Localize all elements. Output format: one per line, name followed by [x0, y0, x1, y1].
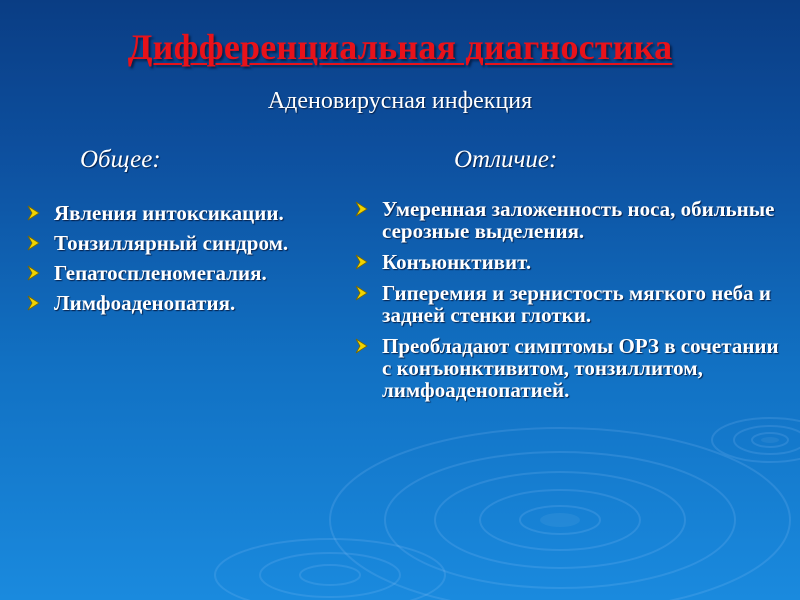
list-item-text: Лимфоаденопатия. [54, 291, 236, 315]
list-item-text: Гиперемия и зернистость мягкого неба и задней стенки глотки. [382, 281, 771, 327]
list-item [26, 232, 366, 254]
list-item-text: Гепатоспленомегалия. [54, 261, 267, 285]
list-item [354, 198, 784, 242]
list-item-text: Конъюнктивит. [382, 250, 532, 274]
list-item-text: Тонзиллярный синдром. [54, 231, 289, 255]
list-item [26, 292, 366, 314]
arrow-bullet-icon [354, 338, 369, 354]
list-item [26, 202, 366, 224]
list-item [354, 335, 784, 401]
list-item-text: Преобладают симптомы ОРЗ в сочетании с конъюнктивитом, тонзиллитом, лимфоаденопатией. [382, 334, 779, 402]
arrow-bullet-icon [26, 265, 41, 281]
list-item [26, 262, 366, 284]
arrow-bullet-icon [354, 254, 369, 270]
list-item [354, 251, 784, 273]
list-item-text: Явления интоксикации. [54, 201, 284, 225]
arrow-bullet-icon [26, 295, 41, 311]
common-column-heading: Общее: [80, 146, 161, 173]
slide-subtitle: Аденовирусная инфекция [267, 88, 533, 114]
arrow-bullet-icon [354, 201, 369, 217]
difference-features-list [354, 198, 784, 410]
arrow-bullet-icon [354, 285, 369, 301]
arrow-bullet-icon [26, 205, 41, 221]
arrow-bullet-icon [26, 235, 41, 251]
list-item-text: Умеренная заложенность носа, обильные серозные выделения. [382, 197, 775, 243]
list-item [354, 282, 784, 326]
common-features-list [26, 202, 366, 322]
difference-column-heading: Отличие: [454, 146, 558, 173]
slide-title: Дифференциальная диагностика [127, 27, 673, 67]
